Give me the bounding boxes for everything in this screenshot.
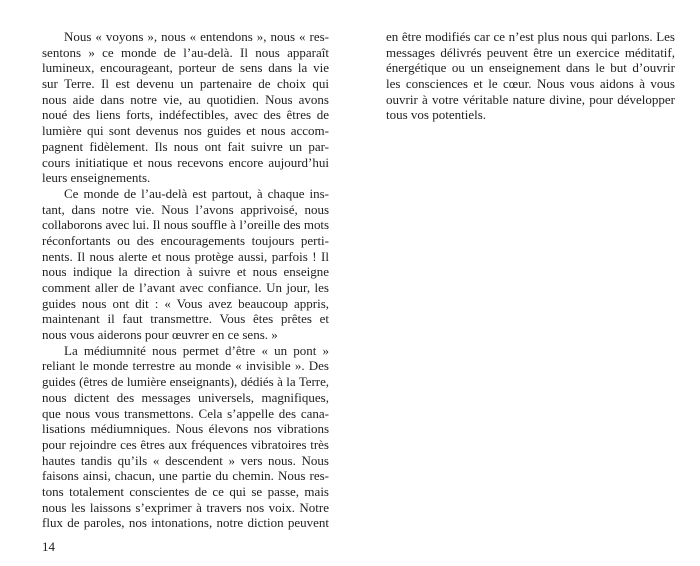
text-line: en être modifiés car ce n’est plus nous qui parlons. Les xyxy=(386,29,675,44)
text-line: faisons ainsi, chacun, une partie du chemin. Nous res- xyxy=(42,468,329,484)
text-line: les consciences et le cœur. Nous vous aidons à vous xyxy=(386,76,675,92)
text-line: collaborons avec lui. Il nous souffle à l’oreille des mots xyxy=(42,217,329,233)
text-line: nents. Il nous alerte et nous protège aussi, parfois ! Il xyxy=(42,248,329,264)
text-line: réconfortants ou des encouragements toujours perti- xyxy=(42,232,329,248)
text-line: nous vous aiderons pour œuvrer en ce sens. » xyxy=(42,327,278,343)
text-line: lisations médiumniques. Nous élevons nos vibrations xyxy=(42,421,329,437)
text-line: tous vos potentiels. xyxy=(386,107,487,123)
text-line: maintenant il faut transmettre. Vous êtes prêtes et xyxy=(42,311,329,327)
text-line: nous aide dans notre vie, au quotidien. Nous avons xyxy=(42,91,329,107)
text-line: cours initiatique et nous recevons encore aujourd’hui xyxy=(42,154,329,170)
text-line: flux de paroles, nos intonations, notre diction peuvent xyxy=(42,515,329,531)
text-line: nous les laissons s’exprimer à travers nos voix. Notre xyxy=(42,499,329,515)
text-line: Nous « voyons », nous « entendons », nous « res- xyxy=(64,29,329,44)
text-line: leurs enseignements. xyxy=(42,170,151,186)
text-line: messages délivrés peuvent être un exercice méditatif, xyxy=(386,44,675,60)
text-line: nous indique la direction à suivre et nous enseigne xyxy=(42,264,329,280)
text-line: noué des liens forts, indéfectibles, avec des êtres de xyxy=(42,107,329,123)
text-line: La médiumnité nous permet d’être « un pont » xyxy=(64,342,329,358)
text-line: hautes tandis qu’ils « descendent » vers nous. Nous xyxy=(42,452,329,468)
text-line: ouvrir à votre véritable nature divine, pour développer xyxy=(386,91,675,107)
text-line: guides nous ont dit : « Vous avez beaucoup appris, xyxy=(42,295,329,311)
text-line: pour rejoindre ces êtres aux fréquences vibratoires très xyxy=(42,436,329,452)
text-line: lumineux, encourageant, porteur de sens dans la vie xyxy=(42,60,329,76)
text-line: que nous vous transmettons. Cela s’appelle des cana- xyxy=(42,405,329,421)
text-line: nous dictent des messages universels, magnifiques, xyxy=(42,389,329,405)
text-line: énergétique ou un enseignement dans le but d’ouvrir xyxy=(386,60,675,76)
text-line: lumière qui sont devenus nos guides et nous accom- xyxy=(42,123,329,139)
text-line: sur Terre. Il est devenu un partenaire de choix qui xyxy=(42,76,329,92)
left-page-text xyxy=(42,29,329,531)
text-line: pagnent fidèlement. Ils nous ont fait suivre un par- xyxy=(42,138,329,154)
text-line: tant, dans notre vie. Nous l’avons apprivoisé, nous xyxy=(42,201,329,217)
text-line: Ce monde de l’au-delà est partout, à chaque ins- xyxy=(64,185,329,201)
right-page-text xyxy=(386,29,675,123)
text-line: guides (êtres de lumière enseignants), dédiés à la Terre, xyxy=(42,374,329,390)
text-line: tons totalement conscientes de ce qui se passe, mais xyxy=(42,483,329,499)
page-number: 14 xyxy=(42,539,55,554)
text-line: reliant le monde terrestre au monde « invisible ». Des xyxy=(42,358,329,374)
text-line: sentons » ce monde de l’au-delà. Il nous apparaît xyxy=(42,44,329,60)
text-line: comment aller de l’avant avec confiance. Un jour, les xyxy=(42,280,329,295)
